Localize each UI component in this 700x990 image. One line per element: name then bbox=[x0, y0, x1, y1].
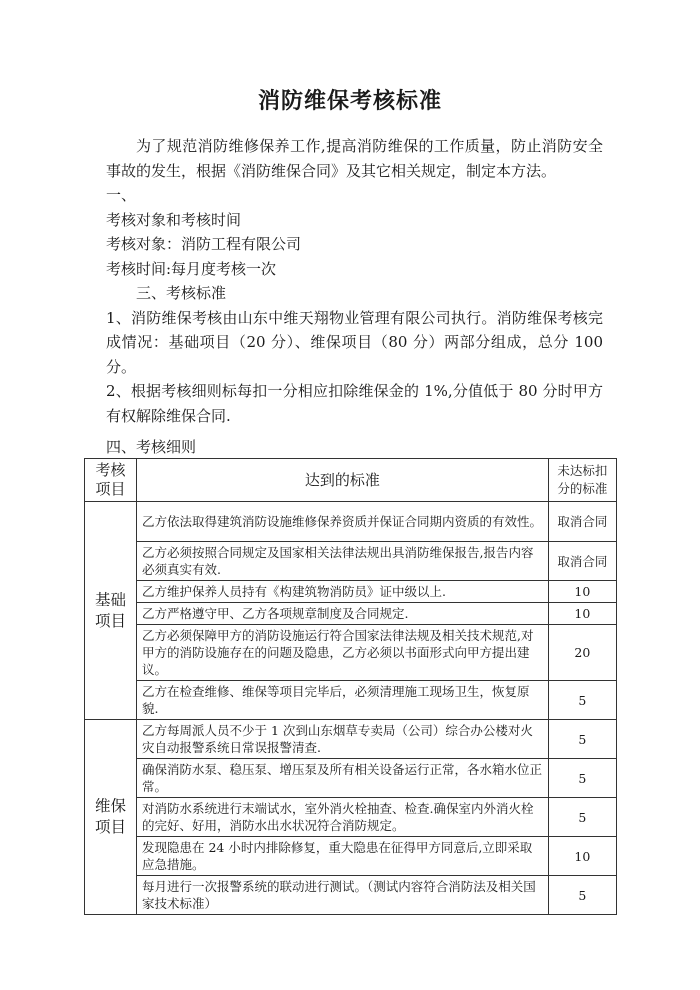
score-cell: 5 bbox=[548, 876, 616, 915]
score-cell: 10 bbox=[548, 581, 616, 603]
score-cell: 5 bbox=[548, 681, 616, 720]
score-cell: 10 bbox=[548, 837, 616, 876]
table-row bbox=[85, 759, 617, 798]
header-standard: 达到的标准 bbox=[136, 459, 548, 502]
rule-1: 1、消防维保考核由山东中维天翔物业管理有限公司执行。消防维保考核完成情况：基础项目（20 分）、维保项目（80 分）两部分组成，总分 100 分。 bbox=[106, 308, 603, 376]
table-row bbox=[85, 681, 617, 720]
section-3-heading: 三、考核标准 bbox=[136, 284, 227, 302]
table-row bbox=[85, 876, 617, 915]
section-1-title: 考核对象和考核时间 bbox=[106, 210, 242, 229]
rule-2: 2、根据考核细则标每扣一分相应扣除维保金的 1%,分值低于 80 分时甲方有权解除维保合同. bbox=[106, 382, 603, 425]
table-row bbox=[85, 625, 617, 681]
table-row bbox=[85, 798, 617, 837]
standard-cell: 乙方必须保障甲方的消防设施运行符合国家法律法规及相关技术规范,对甲方的消防设施存在的问题及隐患，乙方必须以书面形式向甲方提出建议。 bbox=[136, 625, 548, 681]
standard-cell: 乙方依法取得建筑消防设施维修保养资质并保证合同期内资质的有效性。 bbox=[136, 502, 548, 542]
section-1-number: 一、 bbox=[106, 186, 137, 204]
table-row bbox=[85, 603, 617, 625]
standard-cell: 乙方必须按照合同规定及国家相关法律法规出具消防维保报告,报告内容必须真实有效. bbox=[136, 542, 548, 581]
score-cell: 5 bbox=[548, 759, 616, 798]
score-cell: 5 bbox=[548, 720, 616, 759]
table-row bbox=[85, 837, 617, 876]
score-cell: 取消合同 bbox=[548, 542, 616, 581]
table-row bbox=[85, 720, 617, 759]
header-deduct: 未达标扣分的标准 bbox=[548, 459, 616, 502]
score-cell: 取消合同 bbox=[548, 502, 616, 542]
assessment-target: 考核对象：消防工程有限公司 bbox=[106, 235, 302, 253]
assessment-table bbox=[84, 458, 617, 915]
table-row bbox=[85, 542, 617, 581]
score-cell: 10 bbox=[548, 603, 616, 625]
score-cell: 5 bbox=[548, 798, 616, 837]
category-basic: 基础项目 bbox=[85, 502, 137, 720]
standard-cell: 发现隐患在 24 小时内排除修复，重大隐患在征得甲方同意后,立即采取应急措施。 bbox=[136, 837, 548, 876]
standard-cell: 确保消防水泵、稳压泵、增压泵及所有相关设备运行正常，各水箱水位正常。 bbox=[136, 759, 548, 798]
section-4-heading: 四、考核细则 bbox=[106, 438, 197, 456]
category-maintenance: 维保项目 bbox=[85, 720, 137, 915]
assessment-time: 考核时间:每月度考核一次 bbox=[106, 259, 277, 278]
standard-cell: 乙方维护保养人员持有《构建筑物消防员》证中级以上. bbox=[136, 581, 548, 603]
header-item: 考核项目 bbox=[85, 459, 137, 502]
standard-cell: 乙方在检查维修、维保等项目完毕后，必须清理施工现场卫生，恢复原貌. bbox=[136, 681, 548, 720]
intro-paragraph: 为了规范消防维修保养工作,提高消防维保的工作质量，防止消防安全事故的发生，根据《消防维保合同》及其它相关规定，制定本方法。 bbox=[106, 137, 603, 180]
document-body bbox=[106, 134, 603, 428]
table-row bbox=[85, 581, 617, 603]
standard-cell: 对消防水系统进行末端试水，室外消火栓抽查、检查.确保室内外消火栓的完好、好用，消防水出水状况符合消防规定。 bbox=[136, 798, 548, 837]
score-cell: 20 bbox=[548, 625, 616, 681]
document-title: 消防维保考核标准 bbox=[257, 89, 442, 114]
standard-cell: 每月进行一次报警系统的联动进行测试。（测试内容符合消防法及相关国家技术标准） bbox=[136, 876, 548, 915]
standard-cell: 乙方严格遵守甲、乙方各项规章制度及合同规定. bbox=[136, 603, 548, 625]
standard-cell: 乙方每周派人员不少于 1 次到山东烟草专卖局（公司）综合办公楼对火灾自动报警系统日常误报警清查. bbox=[136, 720, 548, 759]
table-row bbox=[85, 502, 617, 542]
table-header-row bbox=[85, 459, 617, 502]
